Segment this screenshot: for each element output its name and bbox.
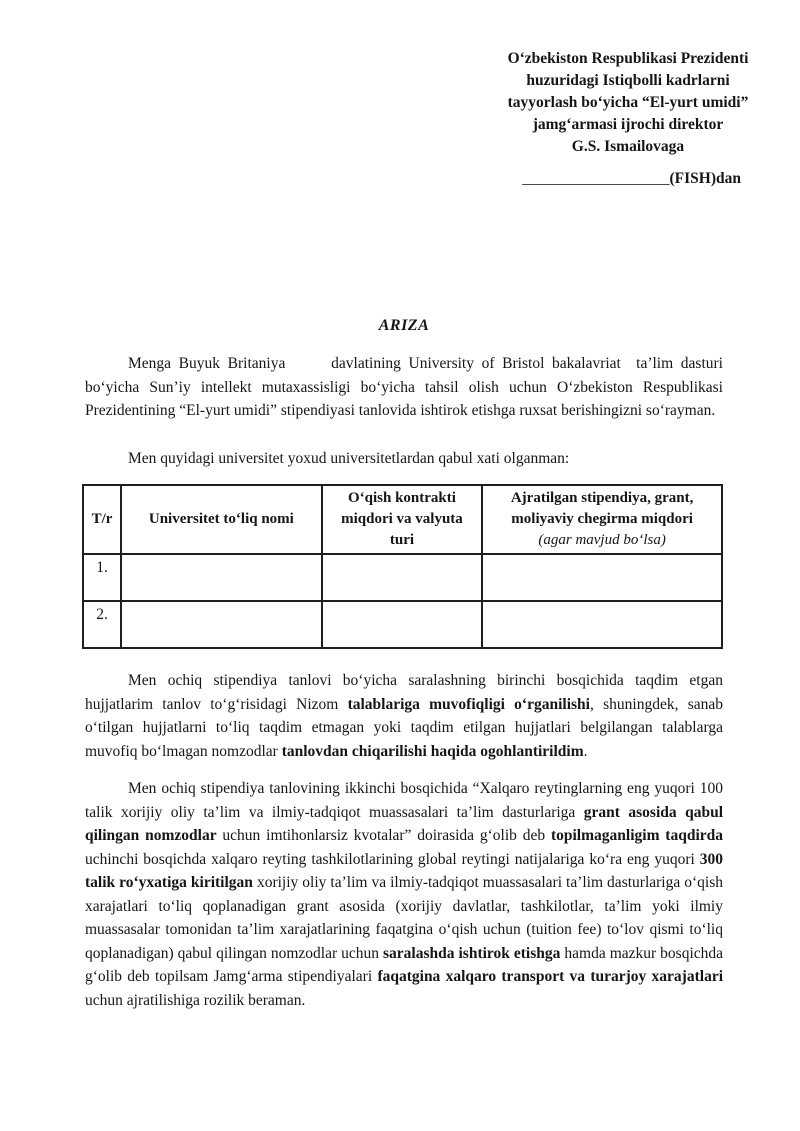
university-name-cell bbox=[121, 601, 322, 648]
contract-cell bbox=[322, 554, 483, 601]
recipient-line: jamg‘armasi ijrochi direktor bbox=[532, 116, 724, 133]
paragraph-second-stage-consent: Men ochiq stipendiya tanlovining ikkinchi bosqichida “Xalqaro reytinglarning eng yuqori 100 talik xorijiy oliy ta’lim va ilmiy-tadqiqot muassasalari ta’lim dasturlariga grant asosida qabul qilingan nomzodlar uchun imtihonlarsiz kvotalar” doirasida g‘olib deb topilmaganligim taqdirda uchinchi bosqichda xalqaro reyting tashkilotlarining global reytingi natijalariga ko‘ra eng yuqori 300 talik ro‘yxatiga kiritilgan xorijiy oliy ta’lim va ilmiy-tadqiqot muassasalari ta’lim dasturlariga o‘qish xarajatlari to‘liq qoplanadigan grant asosida (xorijiy davlatlar, tashkilotlar, ta’lim yoki ilmiy muassasalar tomonidan ta’lim xarajatlarining faqatgina o‘qish uchun (tuition fee) to‘lov qismi to‘liq qoplanadigan) qabul qilingan nomzodlar uchun saralashda ishtirok etishga hamda mazkur bosqichda g‘olib deb topilsam Jamg‘arma stipendiyalari faqatgina xalqaro transport va turarjoy xarajatlari uchun ajratilishiga rozilik beraman. bbox=[85, 780, 724, 1009]
table-header-contract-line2: miqdori va valyuta turi bbox=[341, 511, 463, 548]
row-number-cell: 2. bbox=[83, 601, 121, 648]
recipient-line: tayyorlash bo‘yicha “El-yurt umidi” bbox=[507, 94, 749, 111]
university-name-cell bbox=[121, 554, 322, 601]
contract-cell bbox=[322, 601, 483, 648]
table-row bbox=[83, 554, 722, 601]
recipient-line: huzuridagi Istiqbolli kadrlarni bbox=[526, 72, 730, 89]
fish-blank-underline: ___________________ bbox=[522, 170, 670, 187]
table-header-grant-note: (agar mavjud bo‘lsa) bbox=[538, 532, 666, 548]
table-header-row bbox=[83, 485, 722, 554]
fish-label: (FISH)dan bbox=[669, 170, 741, 187]
table-row bbox=[83, 601, 722, 648]
universities-table bbox=[82, 484, 723, 649]
paragraph-first-stage-warning: Men ochiq stipendiya tanlovi bo‘yicha saralashning birinchi bosqichida taqdim etgan hujjatlarim tanlov to‘g‘risidagi Nizom talablariga muvofiqligi o‘rganilishi, shuningdek, sanab o‘tilgan hujjatlarni to‘liq taqdim etmagan yoki taqdim etilgan hujjatlari belgilangan talablarga muvofiq bo‘lmagan nomzodlar tanlovdan chiqarilishi haqida ogohlantirildim. bbox=[85, 672, 723, 760]
grant-cell bbox=[482, 554, 722, 601]
grant-cell bbox=[482, 601, 722, 648]
table-header-grant-line1: Ajratilgan stipendiya, grant, bbox=[510, 490, 694, 506]
table-header-contract-line1: O‘qish kontrakti bbox=[347, 490, 456, 506]
sender-fish-line bbox=[85, 168, 741, 190]
page-title: ARIZA bbox=[378, 317, 430, 334]
recipient-line: G.S. Ismailovaga bbox=[571, 138, 685, 155]
table-header-university-name: Universitet to‘liq nomi bbox=[121, 485, 322, 554]
paragraph-request: Menga Buyuk Britaniya davlatining University of Bristol bakalavriat ta’lim dasturi bo‘yicha Sun’iy intellekt mutaxassisligi bo‘yicha tahsil olish uchun O‘zbekiston Respublikasi Prezidentining “El-yurt umidi” stipendiyasi tanlovida ishtirok etishga ruxsat berishingizni so‘rayman. bbox=[85, 355, 723, 419]
recipient-address bbox=[488, 48, 768, 158]
table-header-grant-line2: moliyaviy chegirma miqdori bbox=[511, 511, 693, 527]
table-header-grant bbox=[482, 485, 722, 554]
table-header-contract bbox=[322, 485, 483, 554]
paragraph-universities-intro: Men quyidagi universitet yoxud universitetlardan qabul xati olganman: bbox=[128, 449, 570, 467]
row-number-cell: 1. bbox=[83, 554, 121, 601]
recipient-line: O‘zbekiston Respublikasi Prezidenti bbox=[507, 50, 749, 67]
table-header-tr: T/r bbox=[83, 485, 121, 554]
